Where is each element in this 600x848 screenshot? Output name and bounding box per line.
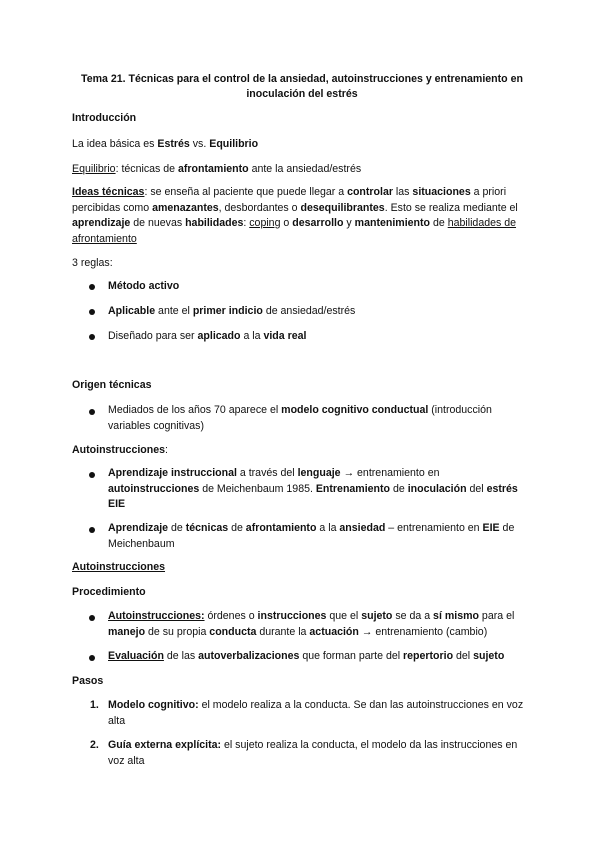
step-number-2: 2. — [90, 739, 99, 751]
step-number-1: 1. — [90, 699, 99, 711]
bullet-icon — [89, 655, 95, 661]
auto-item-2: Aprendizaje de técnicas de afrontamiento a la ansiedad – entrenamiento en EIE de Meichenbaum — [108, 522, 515, 550]
origen-item: Mediados de los años 70 aparece el modelo cognitivo conductual (introducción variables cognitivas) — [108, 404, 492, 432]
bullet-icon — [89, 309, 95, 315]
page-title: Tema 21. Técnicas para el control de la ansiedad, autoinstrucciones y entrenamiento en inoculación del estrés — [81, 73, 523, 100]
step-item-2: Guía externa explícita: el sujeto realiza la conducta, el modelo da las instrucciones en voz alta — [108, 739, 518, 767]
bullet-icon — [89, 409, 95, 415]
bullet-icon — [89, 615, 95, 621]
ideas-tecnicas-paragraph: Ideas técnicas: se enseña al paciente que puede llegar a controlar las situaciones a priori percibidas como amenazantes, desbordantes o desequilibrantes. Esto se realiza mediante el aprendizaje de nuevas habilidades: coping o desarrollo y mantenimiento de habilidades de afrontamiento — [72, 186, 518, 245]
proc-item-2: Evaluación de las autoverbalizaciones que forman parte del repertorio del sujeto — [108, 650, 505, 662]
step-item-1: Modelo cognitivo: el modelo realiza a la conducta. Se dan las autoinstrucciones en voz alta — [108, 699, 524, 727]
heading-autoinstrucciones-2: Autoinstrucciones — [72, 561, 166, 573]
auto-item-1: Aprendizaje instruccional a través del lenguaje → entrenamiento en autoinstrucciones de Meichenbaum 1985. Entrenamiento de inoculación del estrés EIE — [108, 467, 518, 510]
bullet-icon — [89, 334, 95, 340]
heading-origen: Origen técnicas — [72, 379, 152, 391]
heading-autoinstrucciones: Autoinstrucciones: — [72, 444, 168, 456]
equilibrio-paragraph: Equilibrio: técnicas de afrontamiento ante la ansiedad/estrés — [72, 163, 362, 175]
heading-procedimiento: Procedimiento — [72, 586, 146, 598]
bullet-icon — [89, 472, 95, 478]
tres-reglas: 3 reglas: — [72, 257, 113, 269]
rule-item-3: Diseñado para ser aplicado a la vida real — [108, 330, 307, 342]
bullet-icon — [89, 527, 95, 533]
heading-introduccion: Introducción — [72, 112, 137, 124]
rule-item-2: Aplicable ante el primer indicio de ansiedad/estrés — [108, 305, 356, 317]
rule-item-1: Método activo — [108, 280, 180, 292]
bullet-icon — [89, 284, 95, 290]
idea-basica: La idea básica es Estrés vs. Equilibrio — [72, 138, 259, 150]
heading-pasos: Pasos — [72, 675, 104, 687]
proc-item-1: Autoinstrucciones: órdenes o instrucciones que el sujeto se da a sí mismo para el manejo de su propia conducta durante la actuación → entrenamiento (cambio) — [108, 610, 515, 638]
